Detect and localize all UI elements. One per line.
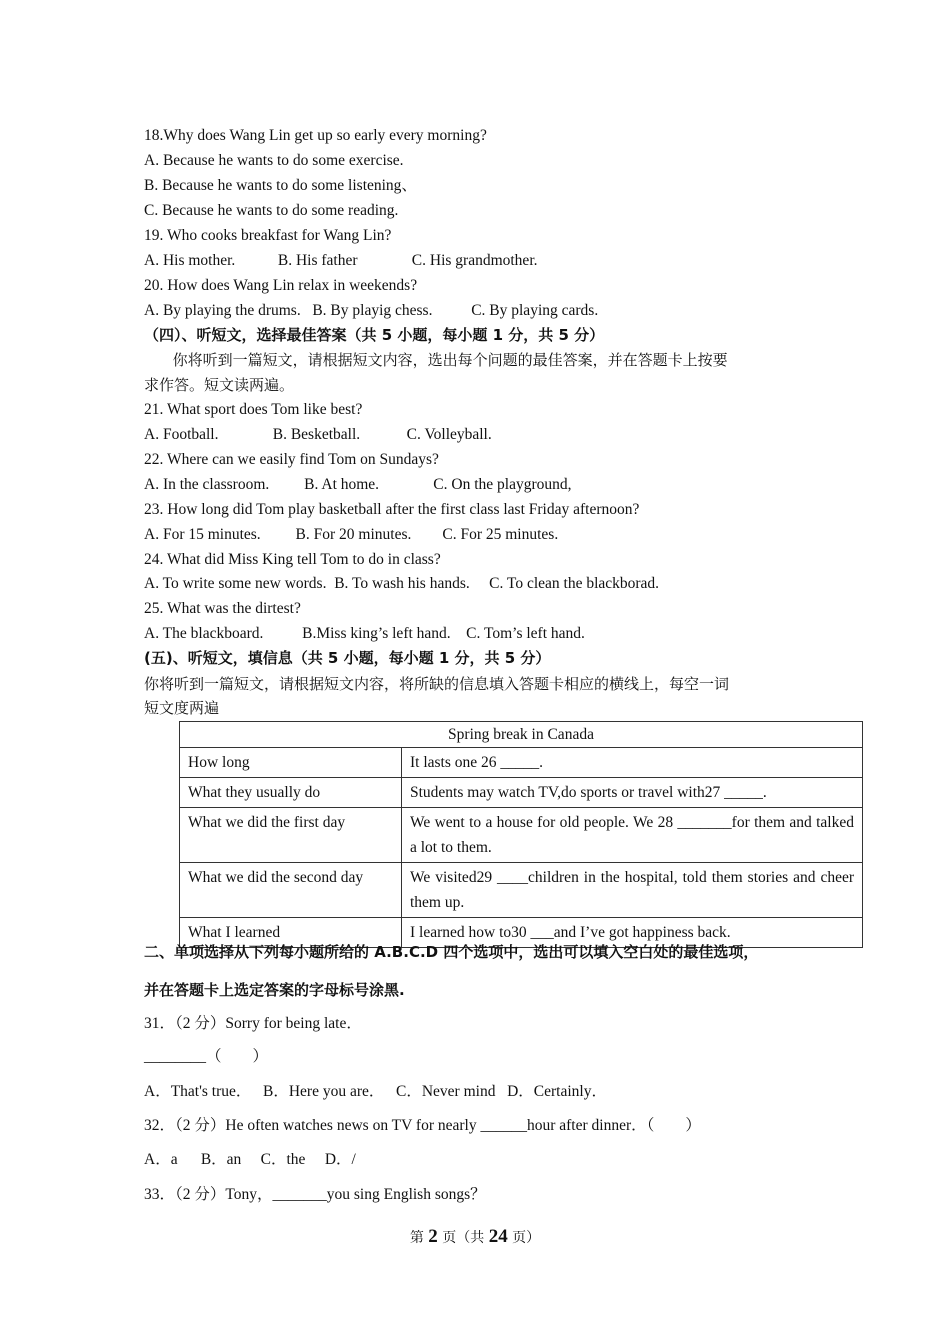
footer-suffix: 页） [507,1230,541,1246]
section-4-instruction-1: 你将听到一篇短文，请根据短文内容，选出每个问题的最佳答案，并在答题卡上按要 [144,351,728,369]
table-label: What we did the first day [180,808,402,863]
option-18c: C. Because he wants to do some reading. [144,202,399,219]
table-label: What they usually do [180,778,402,808]
answer-blank-31: ________（ ） [144,1048,269,1065]
section-5-title: (五)、听短文，填信息（共 5 小题，每小题 1 分，共 5 分） [144,649,551,667]
question-21: 21. What sport does Tom like best? [144,401,363,418]
question-22: 22. Where can we easily find Tom on Sundays? [144,451,439,468]
options-31: A．That's true． B．Here you are． C．Never mind D．Certainly． [144,1083,607,1100]
option-18b: B. Because he wants to do some listening、 [144,177,417,194]
options-19: A. His mother. B. His father C. His grandmother. [144,252,538,269]
option-18a: A. Because he wants to do some exercise. [144,152,404,169]
table-row [180,778,863,808]
table-row [180,808,863,863]
options-21: A. Football. B. Besketball. C. Volleyball. [144,426,492,443]
info-table [179,721,863,948]
part-2-title-2: 并在答题卡上选定答案的字母标号涂黑. [144,981,405,999]
options-25: A. The blackboard. B.Miss king’s left hand. C. Tom’s left hand. [144,625,585,642]
table-row [180,748,863,778]
question-20: 20. How does Wang Lin relax in weekends? [144,277,418,294]
total-pages: 24 [488,1226,508,1247]
table-value: We visited29 ____children in the hospital, told them stories and cheer them up. [402,863,863,918]
part-2-title-1: 二、单项选择从下列每小题所给的 A.B.C.D 四个选项中，选出可以填入空白处的最佳选项， [144,943,759,961]
table-value: We went to a house for old people. We 28 _______for them and talked a lot to them. [402,808,863,863]
page-footer [0,1226,950,1248]
section-5-instruction-2: 短文度两遍 [144,699,220,717]
section-4-title: （四）、听短文，选择最佳答案（共 5 小题，每小题 1 分，共 5 分） [144,326,605,344]
question-19: 19. Who cooks breakfast for Wang Lin? [144,227,392,244]
section-4-instruction-2: 求作答。短文读两遍。 [144,376,295,394]
table-value: I learned how to30 ___and I’ve got happiness back. [402,918,863,948]
question-31: 31．（2 分）Sorry for being late． [144,1015,362,1032]
question-33: 33．（2 分）Tony，_______you sing English songs？ [144,1186,486,1203]
question-23: 23. How long did Tom play basketball after the first class last Friday afternoon? [144,501,640,518]
question-32: 32．（2 分）He often watches news on TV for nearly ______hour after dinner．（ ） [144,1117,701,1134]
options-22: A. In the classroom. B. At home. C. On the playground, [144,476,572,493]
section-5-instruction-1: 你将听到一篇短文，请根据短文内容，将所缺的信息填入答题卡相应的横线上，每空一词 [144,675,730,693]
table-row [180,863,863,918]
table-title: Spring break in Canada [180,722,863,748]
options-20: A. By playing the drums. B. By playig chess. C. By playing cards. [144,302,599,319]
question-24: 24. What did Miss King tell Tom to do in class? [144,551,441,568]
options-23: A. For 15 minutes. B. For 20 minutes. C. For 25 minutes. [144,526,559,543]
table-value: It lasts one 26 _____. [402,748,863,778]
question-25: 25. What was the dirtest? [144,600,301,617]
footer-middle: 页（共 [437,1230,489,1246]
options-24: A. To write some new words. B. To wash his hands. C. To clean the blackborad. [144,575,660,592]
options-32: A．a B．an C．the D．/ [144,1151,356,1168]
table-label: What we did the second day [180,863,402,918]
page-number: 2 [428,1226,438,1247]
table-value: Students may watch TV,do sports or travel with27 _____. [402,778,863,808]
table-label: What I learned [180,918,402,948]
footer-prefix: 第 [409,1230,429,1246]
question-18: 18.Why does Wang Lin get up so early every morning? [144,127,487,144]
table-header-row [180,722,863,748]
table-label: How long [180,748,402,778]
